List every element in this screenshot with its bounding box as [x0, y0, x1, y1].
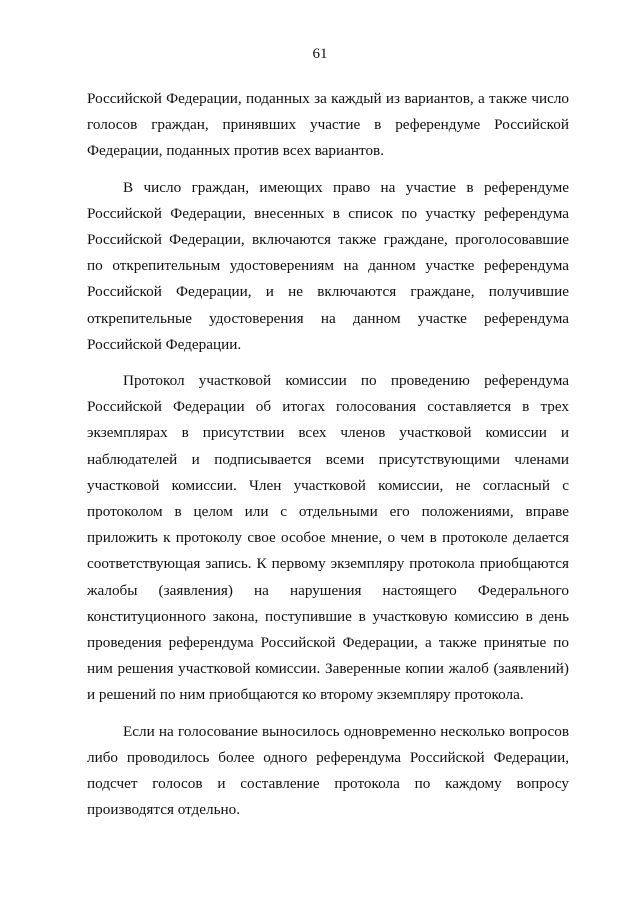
paragraph-vote-count-continuation: Российской Федерации, поданных за каждый из вариантов, а также число голосов граждан, принявших участие в референдуме Российской Федерации, поданных против всех вариантов.	[87, 90, 569, 160]
paragraph-voter-list-inclusion: В число граждан, имеющих право на участие в референдуме Российской Федерации, внесенных в список по участку референдума Российской Федерации, включаются также граждане, проголосовавшие по открепительным удостоверениям на данном участке референдума Российской Федерации, и не включаются граждане, получившие открепительные удостоверения на данном участке референдума Российской Федерации.	[87, 178, 569, 353]
paragraph-multiple-questions: Если на голосование выносилось одновременно несколько вопросов либо проводилось более одного референдума Российской Федерации, подсчет голосов и составление протокола по каждому вопросу производятся отдельно.	[87, 722, 569, 819]
paragraph-protocol-copies: Протокол участковой комиссии по проведению референдума Российской Федерации об итогах голосования составляется в трех экземплярах в присутствии всех членов участковой комиссии и наблюдателей и подписывается всеми присутствующими членами участковой комиссии. Член участковой комиссии, не согласный с протоколом в целом или с отдельными его положениями, вправе приложить к протоколу свое особое мнение, о чем в протоколе делается соответствующая запись. К первому экземпляру протокола приобщаются жалобы (заявления) на нарушения настоящего Федерального конституционного закона, поступившие в участковую комиссию в день проведения референдума Российской Федерации, а также принятые по ним решения участковой комиссии. Заверенные копии жалоб (заявлений) и решений по ним приобщаются ко второму экземпляру протокола.	[87, 372, 569, 704]
page-number: 61	[312, 46, 328, 62]
document-body	[87, 86, 569, 833]
